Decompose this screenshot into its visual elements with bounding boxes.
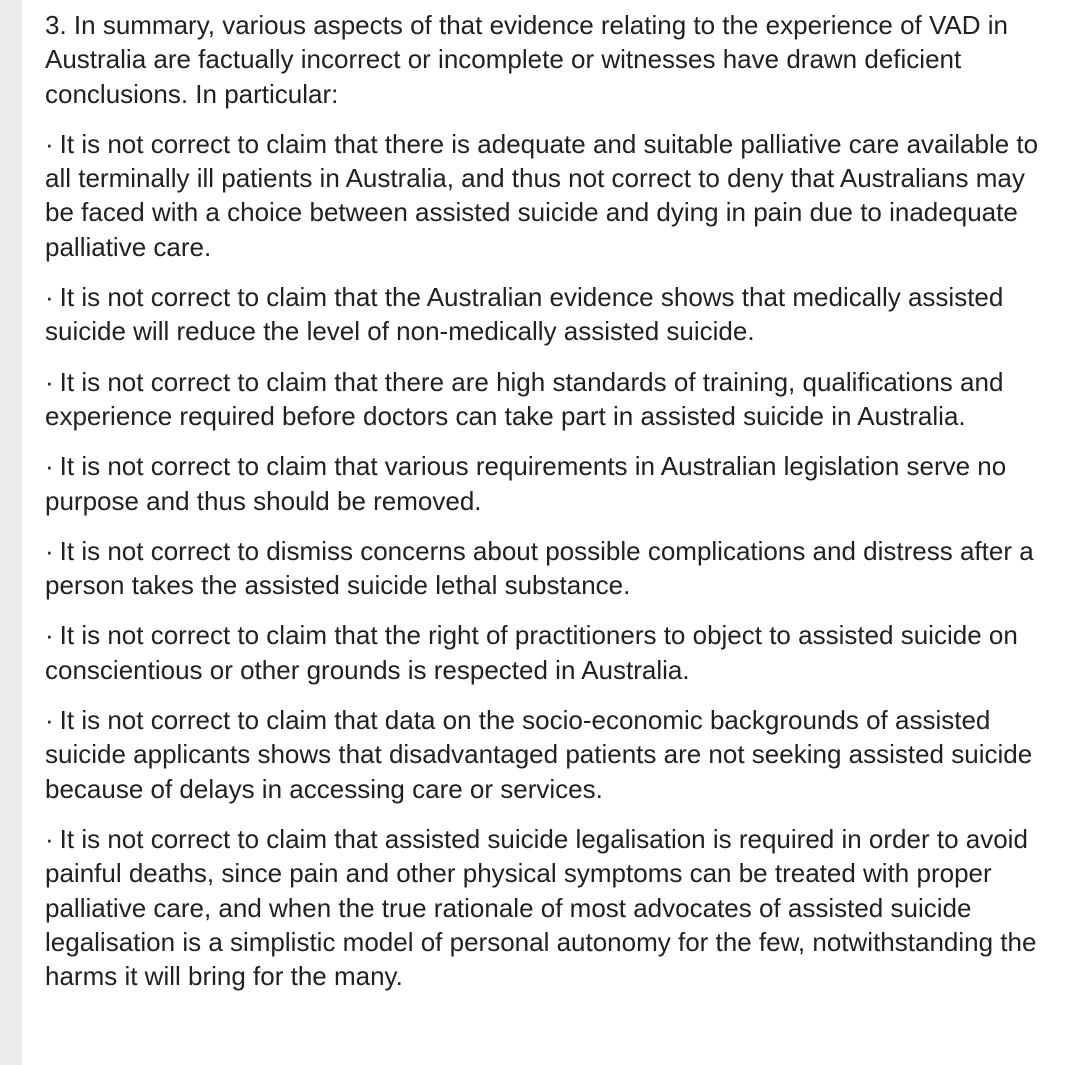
bullet-text: It is not correct to claim that data on the socio-economic backgrounds of assisted suicide applicants shows that disadvantaged patients are not seeking assisted suicide because of delays in accessing care or services.	[45, 705, 1033, 804]
bullet-text: It is not correct to dismiss concerns about possible complications and distress after a person takes the assisted suicide lethal substance.	[45, 535, 1034, 601]
bullet-item	[45, 365, 1060, 434]
bullet-item	[45, 618, 1060, 687]
bullet-item	[45, 449, 1060, 518]
bullet-item	[45, 280, 1060, 349]
left-margin-bar	[0, 0, 22, 1065]
bullet-text: It is not correct to claim that there is adequate and suitable palliative care available to all terminally ill patients in Australia, and thus not correct to deny that Australians may be faced with a choice between assisted suicide and dying in pain due to inadequate palliative care.	[45, 128, 1039, 262]
bullet-marker: ·	[45, 705, 54, 736]
bullet-item	[45, 703, 1060, 806]
bullet-marker: ·	[45, 451, 54, 482]
bullet-item	[45, 127, 1060, 264]
bullet-text: It is not correct to claim that there are high standards of training, qualifications and experience required before doctors can take part in assisted suicide in Australia.	[45, 366, 1004, 431]
bullet-marker: ·	[45, 535, 54, 566]
bullet-marker: ·	[45, 366, 54, 397]
bullet-marker: ·	[45, 823, 54, 854]
bullet-marker: ·	[45, 282, 54, 313]
bullet-text: It is not correct to claim that the Australian evidence shows that medically assisted suicide will reduce the level of non-medically assisted suicide.	[45, 282, 1004, 347]
bullet-item	[45, 822, 1060, 993]
bullet-text: It is not correct to claim that various requirements in Australian legislation serve no purpose and thus should be removed.	[45, 451, 1007, 516]
document-body	[45, 8, 1060, 1009]
bullet-marker: ·	[45, 128, 54, 159]
bullet-item	[45, 534, 1060, 603]
bullet-text: It is not correct to claim that the right of practitioners to object to assisted suicide on conscientious or other grounds is respected in Australia.	[45, 620, 1018, 685]
bullet-marker: ·	[45, 620, 54, 651]
bullet-text: It is not correct to claim that assisted suicide legalisation is required in order to avoid painful deaths, since pain and other physical symptoms can be treated with proper palliative care, and when the true rationale of most advocates of assisted suicide legalisation is a simplistic model of personal autonomy for the few, notwithstanding the harms it will bring for the many.	[45, 823, 1037, 992]
intro-paragraph: 3. In summary, various aspects of that evidence relating to the experience of VAD in Australia are factually incorrect or incomplete or witnesses have drawn deficient conclusions. In particular:	[45, 10, 1008, 109]
